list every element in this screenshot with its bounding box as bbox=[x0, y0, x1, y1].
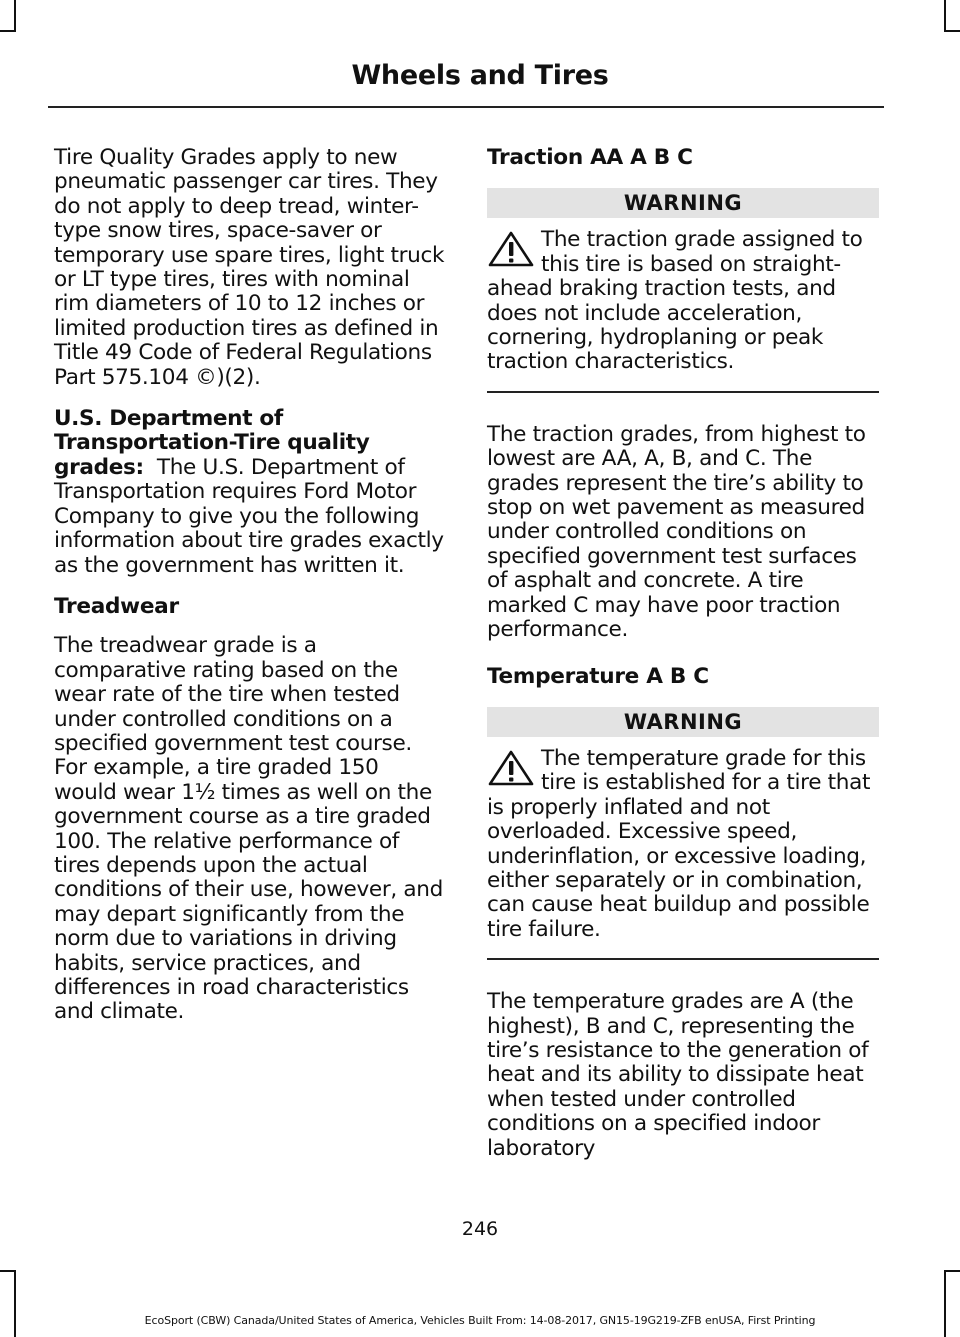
traction-heading: Traction AA A B C bbox=[487, 145, 693, 170]
warning-label: WARNING bbox=[487, 188, 879, 218]
warning-text: The traction grade assigned to this tire is based on straight-ahead braking traction tests, and does not include acceleration, cornering, hydroplaning or peak traction characteristics. bbox=[487, 227, 863, 375]
temperature-heading: Temperature A B C bbox=[487, 663, 709, 689]
page-title: Wheels and Tires bbox=[351, 60, 609, 91]
crop-mark bbox=[0, 1270, 16, 1272]
crop-mark bbox=[944, 30, 960, 32]
title-divider bbox=[48, 106, 884, 108]
treadwear-heading: Treadwear bbox=[54, 593, 179, 619]
crop-mark bbox=[944, 1270, 960, 1272]
dot-text: The U.S. Department of Transportation requires Ford Motor Company to give you the following information about tire grades exactly as the government has written it. bbox=[54, 454, 444, 578]
temperature-warning bbox=[487, 707, 879, 960]
warning-label: WARNING bbox=[487, 707, 879, 737]
footer-text: EcoSport (CBW) Canada/United States of America, Vehicles Built From: 14-08-2017, GN15-19G219-ZFB enUSA, First Printing bbox=[144, 1314, 816, 1327]
traction-paragraph: The traction grades, from highest to lowest are AA, A, B, and C. The grades represent the tire’s ability to stop on wet pavement as measured under controlled conditions on specified government test surfaces of asphalt and concrete. A tire marked C may have poor traction performance. bbox=[487, 421, 866, 643]
crop-mark bbox=[14, 0, 16, 30]
treadwear-paragraph: The treadwear grade is a comparative rating based on the wear rate of the tire when tested under controlled conditions on a specified government test course. For example, a tire graded 150 would wear 1½ times as well on the government course as a tire graded 100. The relative performance of tires depends upon the actual conditions of their use, however, and may depart significantly from the norm due to variations in driving habits, service practices, and differences in road characteristics and climate. bbox=[54, 633, 443, 1025]
right-column bbox=[487, 146, 879, 1178]
crop-mark bbox=[944, 0, 946, 30]
warning-triangle-icon bbox=[487, 749, 535, 787]
warning-text: The temperature grade for this tire is established for a tire that is properly inflated and not overloaded. Excessive speed, underinflation, or excessive loading, either separately or in combination, can cause heat buildup and possible tire failure. bbox=[487, 745, 871, 942]
warning-body bbox=[487, 747, 879, 960]
page-number: 246 bbox=[461, 1218, 499, 1240]
traction-warning bbox=[487, 188, 879, 392]
dot-heading: U.S. Department of Transportation-Tire quality grades: bbox=[54, 406, 370, 480]
temperature-paragraph: The temperature grades are A (the highest), B and C, representing the tire’s resistance to the generation of heat and its ability to dissipate heat when tested under controlled conditions on a specified indoor laboratory bbox=[487, 989, 869, 1161]
left-column bbox=[54, 146, 446, 1042]
warning-triangle-icon bbox=[487, 230, 535, 268]
crop-mark bbox=[0, 30, 16, 32]
intro-paragraph: Tire Quality Grades apply to new pneumatic passenger car tires. They do not apply to deep tread, winter-type snow tires, space-saver or temporary use spare tires, light truck or LT type tires, tires with nominal rim diameters of 10 to 12 inches or limited production tires as defined in Title 49 Code of Federal Regulations Part 575.104 ©)(2). bbox=[54, 145, 445, 390]
warning-body bbox=[487, 228, 879, 392]
dot-paragraph bbox=[54, 407, 446, 578]
